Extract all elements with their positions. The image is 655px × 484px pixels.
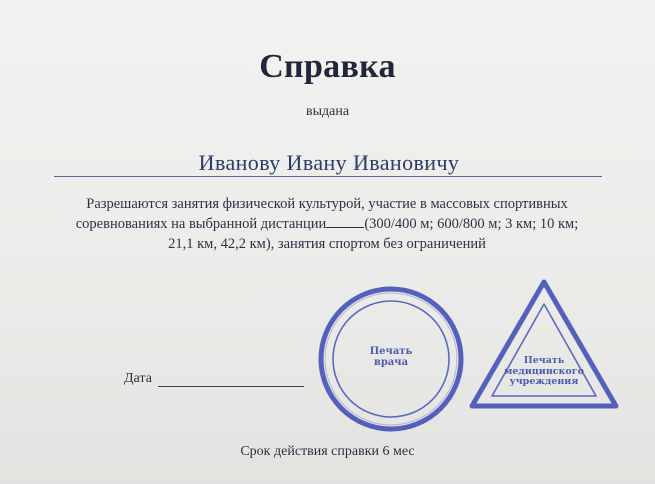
body-line-3: 21,1 км, 42,2 км), занятия спортом без ограничений bbox=[168, 236, 486, 252]
body-line-2 bbox=[40, 214, 614, 234]
doctor-stamp-text bbox=[333, 346, 449, 368]
institution-stamp-line-3: учреждения bbox=[509, 376, 579, 387]
body-line-2-suffix: (300/400 м; 600/800 м; 3 км; 10 км; bbox=[364, 216, 579, 232]
institution-stamp-text bbox=[494, 356, 594, 388]
document-title: Справка bbox=[259, 48, 396, 85]
validity-note: Срок действия справки 6 мес bbox=[240, 444, 415, 459]
institution-stamp-line-1: Печать bbox=[523, 355, 565, 366]
date-label: Дата bbox=[124, 371, 152, 386]
distance-blank bbox=[326, 215, 364, 228]
issued-label: выдана bbox=[305, 104, 350, 119]
body-line-2-prefix: соревнованиях на выбранной дистанции bbox=[75, 216, 327, 232]
recipient-underline bbox=[54, 176, 602, 177]
body-line-1: Разрешаются занятия физической культурой, участие в массовых спортивных bbox=[86, 196, 568, 212]
institution-stamp-line-2: медицинского bbox=[504, 365, 584, 377]
recipient-name: Иванову Ивану Ивановичу bbox=[198, 150, 460, 175]
doctor-stamp-line-1: Печать bbox=[369, 346, 413, 357]
doctor-stamp-line-2: врача bbox=[373, 357, 409, 368]
institution-stamp-icon bbox=[468, 276, 620, 412]
date-underline bbox=[158, 386, 304, 387]
certificate-body bbox=[40, 194, 614, 254]
